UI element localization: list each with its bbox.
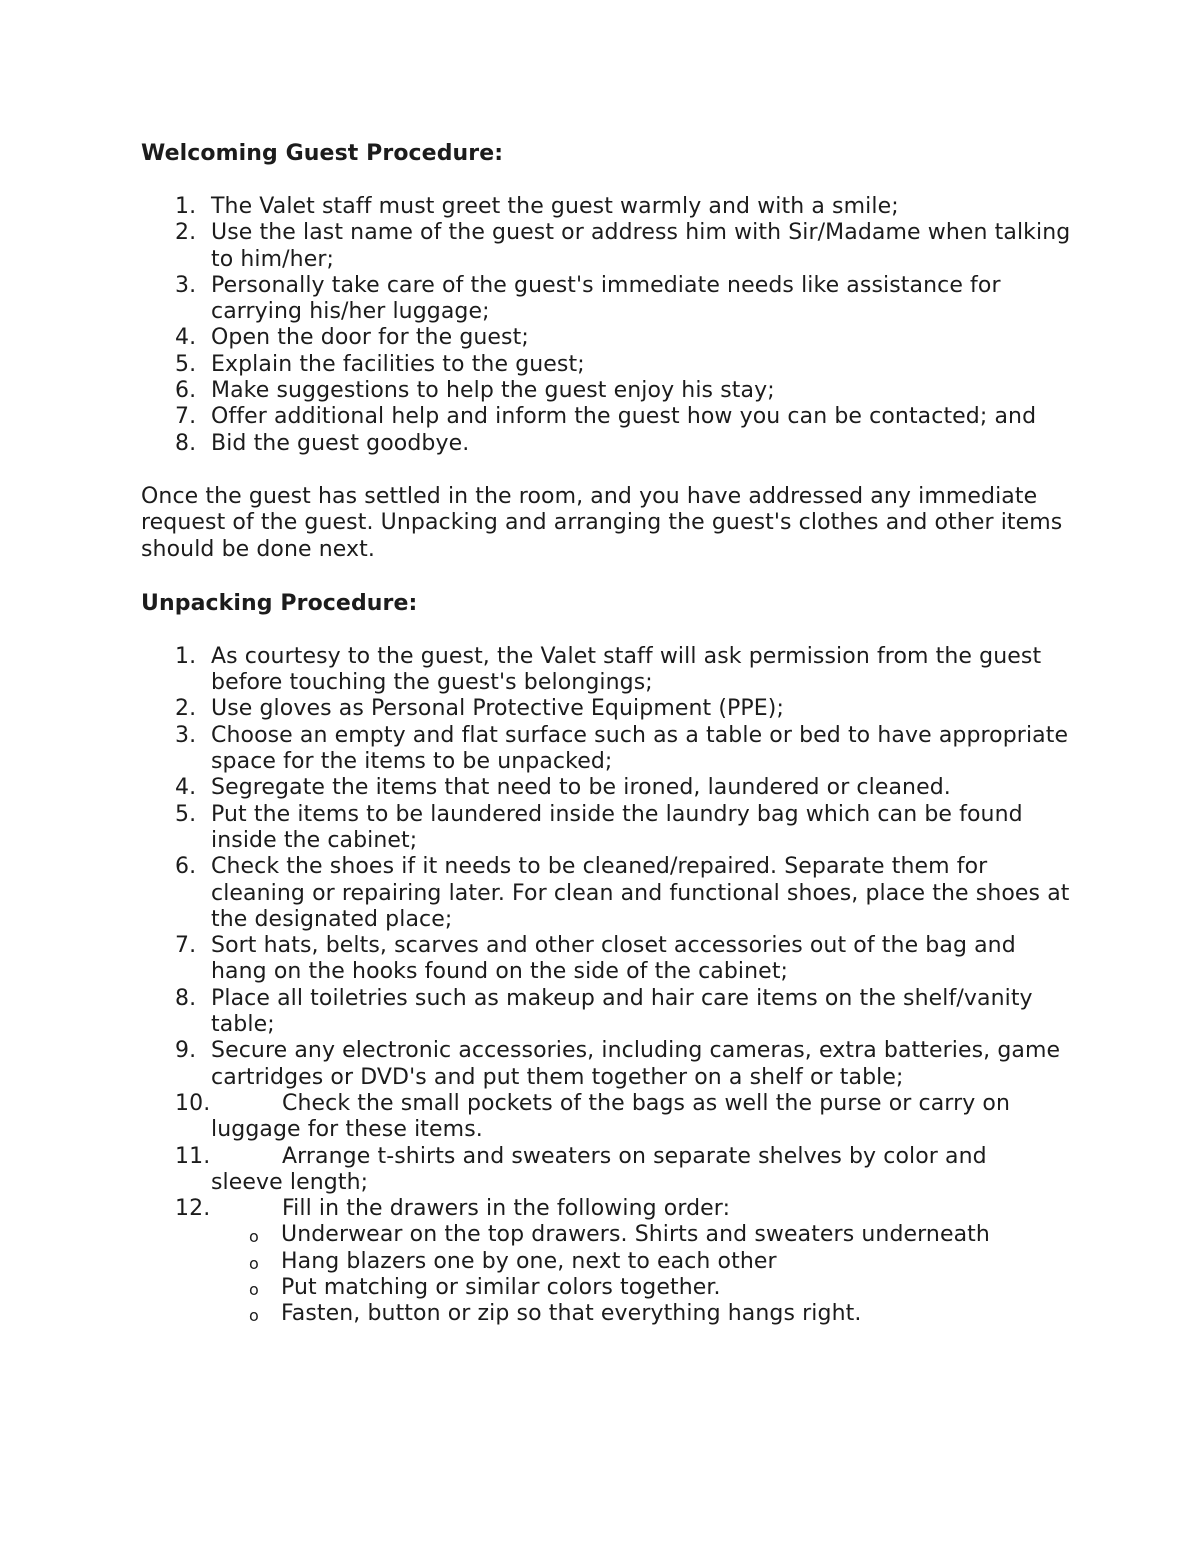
- step-text: Sort hats, belts, scarves and other closet accessories out of the bag and hang on the hooks found on the side of the cabinet;: [211, 933, 1016, 985]
- step-number: 8.: [175, 985, 197, 1011]
- step-text: Bid the guest goodbye.: [211, 430, 470, 456]
- list-item: [141, 723, 1071, 776]
- step-text-continuation: sleeve length;: [211, 1169, 369, 1195]
- list-item: [141, 802, 1071, 855]
- list-item: [141, 378, 1071, 404]
- step-number: 2.: [175, 696, 197, 722]
- document-body: [141, 141, 1071, 1328]
- list-item: [141, 1091, 1071, 1144]
- list-item: [141, 1038, 1071, 1091]
- step-text: Choose an empty and flat surface such as a table or bed to have appropriate space for the items to be unpacked;: [211, 722, 1069, 775]
- step-number: 8.: [175, 430, 197, 456]
- step-text: Put the items to be laundered inside the laundry bag which can be found inside the cabinet;: [211, 801, 1023, 853]
- step-text: Secure any electronic accessories, including cameras, extra batteries, game cartridges or DVD's and put them together on a shelf or table;: [211, 1038, 1061, 1090]
- list-item: [141, 273, 1071, 326]
- step-number: 5.: [175, 801, 197, 827]
- list-item: [141, 644, 1071, 697]
- step-number: 5.: [175, 351, 197, 377]
- list-item: [141, 854, 1071, 933]
- list-item: [141, 933, 1071, 986]
- step-text: The Valet staff must greet the guest warmly and with a smile;: [211, 194, 899, 219]
- step-number: 7.: [175, 404, 197, 430]
- sub-list-item: [211, 1222, 1071, 1248]
- step-number: 10.: [175, 1090, 211, 1116]
- step-text-continuation: luggage for these items.: [211, 1117, 483, 1143]
- sub-item-text: Hang blazers one by one, next to each other: [281, 1248, 777, 1274]
- step-text: As courtesy to the guest, the Valet staff will ask permission from the guest before touching the guest's belongings;: [211, 643, 1042, 696]
- sub-list-item: [211, 1301, 1071, 1327]
- list-item: [141, 696, 1071, 722]
- step-text: Make suggestions to help the guest enjoy his stay;: [211, 378, 775, 404]
- step-text: Segregate the items that need to be ironed, laundered or cleaned.: [211, 775, 951, 801]
- step-text: Use gloves as Personal Protective Equipment (PPE);: [211, 696, 784, 722]
- list-item: [141, 325, 1071, 351]
- step-text-first-line: Check the small pockets of the bags as well the purse or carry on: [282, 1090, 1011, 1116]
- step-number: 3.: [175, 272, 197, 298]
- list-item: [141, 352, 1071, 378]
- list-item: [141, 220, 1071, 273]
- unpacking-heading: Unpacking Procedure:: [141, 590, 418, 616]
- step-text: Check the shoes if it needs to be cleaned/repaired. Separate them for cleaning or repairing later. For clean and functional shoes, place the shoes at the designated place;: [211, 854, 1070, 932]
- step-number: 7.: [175, 933, 197, 959]
- step-text: Explain the facilities to the guest;: [211, 351, 585, 377]
- transition-paragraph: Once the guest has settled in the room, and you have addressed any immediate request of the guest. Unpacking and arranging the guest's clothes and other items should be done next.: [141, 483, 1063, 562]
- step-text: Offer additional help and inform the guest how you can be contacted; and: [211, 404, 1037, 430]
- step-text: Use the last name of the guest or address him with Sir/Madame when talking to him/her;: [211, 220, 1071, 272]
- sub-item-text: Put matching or similar colors together.: [281, 1274, 721, 1300]
- step-text-first-line: Fill in the drawers in the following order:: [282, 1196, 731, 1222]
- list-item: [141, 1196, 1071, 1327]
- hollow-bullet-icon: o: [249, 1227, 259, 1247]
- unpacking-steps-list: [141, 644, 1071, 1328]
- step-number: 6.: [175, 854, 197, 880]
- step-text-first-line: Arrange t-shirts and sweaters on separate shelves by color and: [282, 1143, 987, 1169]
- step-text: Personally take care of the guest's immediate needs like assistance for carrying his/her luggage;: [211, 272, 1001, 325]
- sub-item-text: Underwear on the top drawers. Shirts and sweaters underneath: [281, 1222, 990, 1248]
- step-number: 11.: [175, 1143, 211, 1169]
- step-number: 9.: [175, 1038, 197, 1064]
- step-number: 4.: [175, 775, 197, 801]
- step-number: 4.: [175, 325, 197, 351]
- sub-list-item: [211, 1275, 1071, 1301]
- step-text: Open the door for the guest;: [211, 325, 529, 351]
- list-item: [141, 1144, 1071, 1197]
- hollow-bullet-icon: o: [249, 1306, 259, 1326]
- list-item: [141, 986, 1071, 1039]
- hollow-bullet-icon: o: [249, 1253, 259, 1273]
- drawer-order-sublist: [211, 1222, 1071, 1327]
- sub-list-item: [211, 1249, 1071, 1275]
- step-number: 1.: [175, 194, 197, 219]
- step-number: 1.: [175, 643, 197, 669]
- hollow-bullet-icon: o: [249, 1279, 259, 1299]
- welcoming-heading: Welcoming Guest Procedure:: [141, 141, 504, 166]
- list-item: [141, 431, 1071, 457]
- step-number: 2.: [175, 220, 197, 246]
- list-item: [141, 775, 1071, 801]
- list-item: [141, 194, 1071, 220]
- sub-item-text: Fasten, button or zip so that everything hangs right.: [281, 1301, 862, 1327]
- step-number: 12.: [175, 1196, 211, 1222]
- step-number: 3.: [175, 722, 197, 748]
- step-number: 6.: [175, 378, 197, 404]
- list-item: [141, 404, 1071, 430]
- step-text: Place all toiletries such as makeup and hair care items on the shelf/vanity table;: [211, 985, 1033, 1038]
- welcoming-steps-list: [141, 194, 1071, 457]
